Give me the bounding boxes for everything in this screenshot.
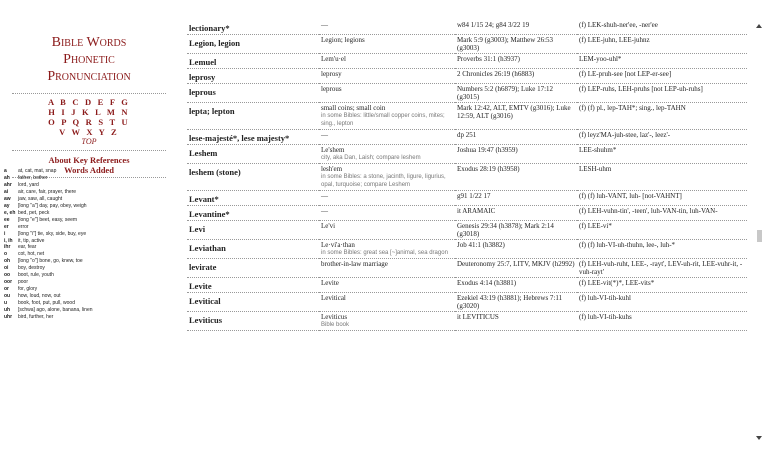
clipped-previous-row: [191, 0, 193, 3]
word-cell-text: lese-majesté*, lese majesty*: [189, 133, 290, 143]
word-cell-text: Levite: [189, 281, 212, 291]
definition-cell: [319, 130, 455, 145]
key-example: boy, destroy: [18, 265, 45, 272]
pronunciation-cell: [577, 164, 747, 191]
definition-cell-text: leprous: [321, 85, 342, 93]
key-symbol: ay: [4, 202, 10, 209]
key-entry: [4, 196, 176, 203]
word-cell: [187, 191, 319, 206]
pronunciation-cell-text: (f) LEH-vuhn-tin', -teen', luh-VAN-tin, luh-VAN-: [579, 207, 718, 215]
reference-cell-text: 2 Chronicles 26:19 (h6883): [457, 70, 535, 78]
pronunciation-cell-text: LEM-yoo-uhl*: [579, 55, 622, 63]
key-example: error: [18, 223, 29, 230]
key-example: it, tip, active: [18, 237, 45, 244]
table-row: [187, 69, 747, 84]
definition-cell: [319, 145, 455, 164]
reference-cell: [455, 206, 577, 221]
key-symbol: oo: [4, 272, 11, 279]
site-title-line[interactable]: Pronunciation: [47, 69, 131, 84]
word-cell: [187, 206, 319, 221]
definition-cell: [319, 206, 455, 221]
pronunciation-cell: [577, 69, 747, 84]
words-added-link[interactable]: Words Added: [64, 165, 114, 175]
reference-cell: [455, 35, 577, 54]
definition-cell-text: Lem'u·el: [321, 55, 346, 63]
key-entry: [4, 244, 176, 251]
pronunciation-cell-text: LEE-shuhm*: [579, 146, 617, 154]
definition-cell: [319, 191, 455, 206]
definition-cell-text: Leviticus: [321, 313, 348, 321]
definition-cell-text: —: [321, 131, 328, 139]
key-symbol: or: [4, 286, 9, 293]
definition-cell-text: Le'shem: [321, 146, 345, 154]
word-cell: [187, 221, 319, 240]
key-example: boot, rule, youth: [18, 272, 54, 279]
scroll-down-icon[interactable]: [756, 436, 762, 440]
definition-cell-text: Levite: [321, 279, 339, 287]
reference-cell-text: Joshua 19:47 (h3959): [457, 146, 518, 154]
definition-cell-text: —: [321, 21, 328, 29]
pronunciation-cell-text: (f) LEE-juhn, LEE-juhnz: [579, 36, 650, 44]
definition-cell-text: —: [321, 207, 328, 215]
pronunciation-cell-text: (f) (f) luh-VI-uh-thuhn, lee-, luh-*: [579, 241, 676, 249]
key-symbol: uh: [4, 307, 11, 314]
definition-cell-text: Levitical: [321, 294, 346, 302]
pronunciation-cell-text: (f) LE-pruh-see [not LEP-er-see]: [579, 70, 672, 78]
table-row: [187, 293, 747, 312]
table-row: [187, 206, 747, 221]
table-row: [187, 259, 747, 278]
reference-cell-text: Exodus 28:19 (h3958): [457, 165, 520, 173]
reference-cell: [455, 278, 577, 293]
key-example: poor: [18, 279, 29, 286]
word-cell: [187, 164, 319, 191]
key-example: book, foot, put, pull, wood: [18, 300, 75, 307]
pronunciation-cell: [577, 206, 747, 221]
reference-cell: [455, 20, 577, 35]
key-entry: [4, 307, 176, 314]
reference-cell: [455, 164, 577, 191]
table-row: [187, 130, 747, 145]
key-symbol: oi: [4, 265, 9, 272]
reference-cell-text: it LEVITICUS: [457, 313, 499, 321]
key-entry: [4, 231, 176, 238]
definition-cell: [319, 35, 455, 54]
pronunciation-cell-text: (f) LEP-ruhs, LEH-pruhs [not LEP-uh-ruhs]: [579, 85, 703, 93]
top-link[interactable]: TOP: [81, 137, 97, 146]
key-entry: [4, 251, 176, 258]
reference-cell: [455, 259, 577, 278]
key-example: bird, further, her: [18, 314, 54, 321]
definition-cell: [319, 259, 455, 278]
key-entry: [4, 217, 176, 224]
reference-cell: [455, 145, 577, 164]
key-symbol: a: [4, 168, 7, 174]
alphabet-row[interactable]: V W X Y Z: [59, 127, 119, 137]
table-row: [187, 278, 747, 293]
pronunciation-cell: [577, 84, 747, 103]
key-entry: [4, 175, 176, 182]
table-row: [187, 191, 747, 206]
definition-note: in some Bibles: great sea [~]animal, sea dragon: [321, 250, 448, 256]
key-example: for, glory: [18, 286, 38, 293]
reference-cell: [455, 312, 577, 331]
pronunciation-cell-text: LESH-uhm: [579, 165, 612, 173]
reference-cell: [455, 69, 577, 84]
reference-cell-text: Mark 5:9 (g3003); Matthew 26:53 (g3003): [457, 36, 554, 52]
definition-cell: [319, 240, 455, 259]
definition-cell: [319, 54, 455, 69]
word-cell-text: Levant*: [189, 194, 219, 204]
definition-cell: [319, 278, 455, 293]
key-example: father, bother: [18, 174, 48, 181]
definition-cell-text: small coins; small coin: [321, 104, 386, 112]
pronunciation-cell-text: (f) LEE-vit(*)*, LEE-vits*: [579, 279, 655, 287]
table-row: [187, 164, 747, 191]
key-symbol: er: [4, 223, 9, 230]
definition-cell: [319, 312, 455, 331]
word-cell: [187, 54, 319, 69]
key-example: cot, hot, net: [18, 251, 45, 258]
alphabet-row[interactable]: A B C D E F G: [47, 97, 131, 107]
definition-note: in some Bibles: a stone, jacinth, ligure, ligurius, opal, turquoise; compare Leshem: [321, 174, 446, 188]
pronunciation-cell: [577, 35, 747, 54]
word-table: [187, 20, 747, 331]
word-cell-text: leprous: [189, 87, 216, 97]
reference-cell: [455, 103, 577, 130]
key-symbol: e, eh: [4, 209, 16, 216]
reference-cell-text: Ezekiel 43:19 (h3881); Hebrews 7:11 (g3020): [457, 294, 563, 310]
definition-cell: [319, 103, 455, 130]
reference-cell: [455, 221, 577, 240]
definition-note: Bible book: [321, 322, 350, 328]
pronunciation-cell-text: (f) leyz'MA-juh-stee, laz'-, leez'-: [579, 131, 671, 139]
word-cell-text: Leviathan: [189, 243, 226, 253]
reference-cell-text: Numbers 5:2 (h6879); Luke 17:12 (g3015): [457, 85, 554, 101]
definition-cell: [319, 69, 455, 84]
pronunciation-cell-text: (f) luh-VI-tih-kuhl: [579, 294, 631, 302]
key-entry: [4, 238, 176, 245]
pronunciation-cell-text: (f) luh-VI-tih-kuhs: [579, 313, 632, 321]
pronunciation-cell: [577, 278, 747, 293]
key-example: jaw, saw, all, caught: [18, 195, 63, 202]
definition-cell: [319, 221, 455, 240]
key-symbol: ai: [4, 188, 9, 195]
pronunciation-cell: [577, 20, 747, 35]
key-example: lord, yard: [18, 181, 39, 188]
definition-note: city, aka Dan, Laish; compare leshem: [321, 155, 421, 161]
definition-cell-text: brother-in-law marriage: [321, 260, 388, 268]
pronunciation-cell-text: (f) (f) pl., lep-TAH*; sing., lep-TAHN: [579, 104, 686, 112]
key-example: [long "a"] day, pay, obey, weigh: [18, 202, 87, 209]
key-entry: [4, 272, 176, 279]
pronunciation-cell: [577, 54, 747, 69]
reference-cell-text: g91 1/22 17: [457, 192, 491, 200]
alphabet-index[interactable]: [0, 97, 178, 137]
word-cell: [187, 130, 319, 145]
key-entry: [4, 224, 176, 231]
table-row: [187, 54, 747, 69]
definition-cell-text: Le'vi: [321, 222, 336, 230]
key-entry: [4, 314, 176, 321]
word-cell: [187, 145, 319, 164]
word-cell: [187, 278, 319, 293]
reference-cell: [455, 240, 577, 259]
reference-cell-text: Deuteronomy 25:7, LITV, MKJV (h2992): [457, 260, 575, 268]
table-row: [187, 84, 747, 103]
reference-cell-text: Genesis 29:34 (h3878); Mark 2:14 (g3018): [457, 222, 554, 238]
pronunciation-cell-text: (f) LEK-shuh-ner'ee, -ner'ee: [579, 21, 658, 29]
word-cell-text: lepta; lepton: [189, 106, 235, 116]
key-entry: [4, 300, 176, 307]
definition-cell-text: —: [321, 192, 328, 200]
definition-cell: [319, 84, 455, 103]
key-example: how, loud, now, out: [18, 293, 61, 300]
pronunciation-cell-text: (f) LEH-vuh-ruht, LEE-, -rayt', LEV-uh-rit, LEE-vuhr-it, -vuh-rayt': [579, 260, 743, 276]
key-example: at, cat, mat, snap: [18, 168, 57, 174]
key-example: [schwa] ago, alone, banana, linen: [18, 307, 93, 314]
key-symbol: oor: [4, 279, 13, 286]
key-entry: [4, 168, 176, 175]
alphabet-row[interactable]: H I J K L M N: [48, 107, 130, 117]
word-cell-text: leprosy: [189, 72, 216, 82]
pronunciation-cell: [577, 293, 747, 312]
vertical-scrollbar[interactable]: [752, 20, 768, 466]
reference-cell-text: it ARAMAIC: [457, 207, 496, 215]
key-symbol: ou: [4, 293, 11, 300]
word-cell-text: Levantine*: [189, 209, 230, 219]
table-row: [187, 240, 747, 259]
key-example: air, care, fair, prayer, there: [18, 188, 77, 195]
pronunciation-cell: [577, 312, 747, 331]
table-row: [187, 103, 747, 130]
key-symbol: ah: [4, 174, 10, 181]
reference-cell: [455, 130, 577, 145]
site-title-line[interactable]: Bible Words: [51, 35, 127, 50]
key-entry: [4, 265, 176, 272]
word-cell: [187, 35, 319, 54]
key-symbol: u: [4, 300, 8, 307]
key-symbol: aw: [4, 195, 11, 202]
word-cell-text: Leviticus: [189, 315, 223, 325]
key-example: [long "o"] bone, go, knew, toe: [18, 258, 83, 265]
word-cell: [187, 293, 319, 312]
reference-cell-text: Exodus 4:14 (h3881): [457, 279, 517, 287]
definition-cell-text: Legion; legions: [321, 36, 365, 44]
table-row: [187, 35, 747, 54]
reference-cell: [455, 84, 577, 103]
word-cell: [187, 312, 319, 331]
key-symbol: ahr: [4, 181, 12, 188]
definition-cell: [319, 293, 455, 312]
word-cell: [187, 69, 319, 84]
word-cell: [187, 20, 319, 35]
pronunciation-cell: [577, 221, 747, 240]
key-entry: [4, 293, 176, 300]
key-example: [long "i"] tie, sky, side, buy, eye: [18, 230, 87, 237]
pronunciation-key: [4, 168, 176, 321]
definition-cell: [319, 164, 455, 191]
key-symbol: uhr: [4, 314, 13, 321]
site-title-line[interactable]: Phonetic: [63, 52, 115, 67]
word-cell: [187, 84, 319, 103]
scroll-thumb[interactable]: [757, 230, 762, 242]
reference-cell: [455, 54, 577, 69]
pronunciation-cell: [577, 240, 747, 259]
word-cell-text: Levitical: [189, 296, 221, 306]
table-row: [187, 312, 747, 331]
site-title[interactable]: [0, 34, 178, 85]
pronunciation-cell: [577, 103, 747, 130]
word-cell-text: leshem (stone): [189, 167, 241, 177]
reference-cell: [455, 191, 577, 206]
definition-note: in some Bibles: little/small copper coins, mites; sing., lepton: [321, 113, 445, 127]
key-entry: [4, 182, 176, 189]
word-cell-text: Leshem: [189, 148, 218, 158]
definition-cell-text: leprosy: [321, 70, 342, 78]
key-symbol: ihr: [4, 244, 11, 251]
reference-cell-text: dp 251: [457, 131, 477, 139]
key-entry: [4, 286, 176, 293]
key-entry: [4, 210, 176, 217]
pronunciation-cell-text: (f) LEE-vi*: [579, 222, 612, 230]
word-cell-text: levirate: [189, 262, 217, 272]
table-row: [187, 221, 747, 240]
definition-cell-text: Le·vi'a·than: [321, 241, 355, 249]
word-cell-text: lectionary*: [189, 23, 230, 33]
key-entry: [4, 258, 176, 265]
word-cell-text: Lemuel: [189, 57, 217, 67]
definition-cell: [319, 20, 455, 35]
reference-cell-text: Job 41:1 (h3882): [457, 241, 505, 249]
word-cell-text: Levi: [189, 224, 206, 234]
word-table-viewport[interactable]: [187, 0, 747, 466]
pronunciation-cell: [577, 145, 747, 164]
word-cell: [187, 240, 319, 259]
key-example: ear, fear: [18, 244, 37, 251]
key-symbol: i: [4, 230, 6, 237]
alphabet-row[interactable]: O P Q R S T U: [48, 117, 130, 127]
pronunciation-cell-text: (f) (f) luh-VANT, luh- [not-VAHNT]: [579, 192, 682, 200]
reference-cell: [455, 293, 577, 312]
key-example: [long "e"] beet, easy, seem: [18, 216, 78, 223]
reference-cell-text: Mark 12:42, ALT, EMTV (g3016); Luke 12:59, ALT (g3016): [457, 104, 571, 120]
pronunciation-cell: [577, 130, 747, 145]
table-row: [187, 20, 747, 35]
word-cell: [187, 103, 319, 130]
key-symbol: i, ih: [4, 237, 13, 244]
scroll-up-icon[interactable]: [756, 24, 762, 28]
key-symbol: o: [4, 251, 8, 258]
reference-cell-text: w84 1/15 24; g84 3/22 19: [457, 21, 530, 29]
key-example: bed, pet, peck: [18, 209, 50, 216]
word-cell: [187, 259, 319, 278]
about-key-references-links[interactable]: About Key References: [48, 155, 130, 165]
key-entry: [4, 279, 176, 286]
key-symbol: oh: [4, 258, 11, 265]
word-cell-text: Legion, legion: [189, 38, 241, 48]
pronunciation-cell: [577, 191, 747, 206]
key-entry: [4, 203, 176, 210]
definition-cell-text: lesh'em: [321, 165, 343, 173]
key-entry: [4, 189, 176, 196]
pronunciation-cell: [577, 259, 747, 278]
table-row: [187, 145, 747, 164]
reference-cell-text: Proverbs 31:1 (h3937): [457, 55, 520, 63]
key-symbol: ee: [4, 216, 10, 223]
